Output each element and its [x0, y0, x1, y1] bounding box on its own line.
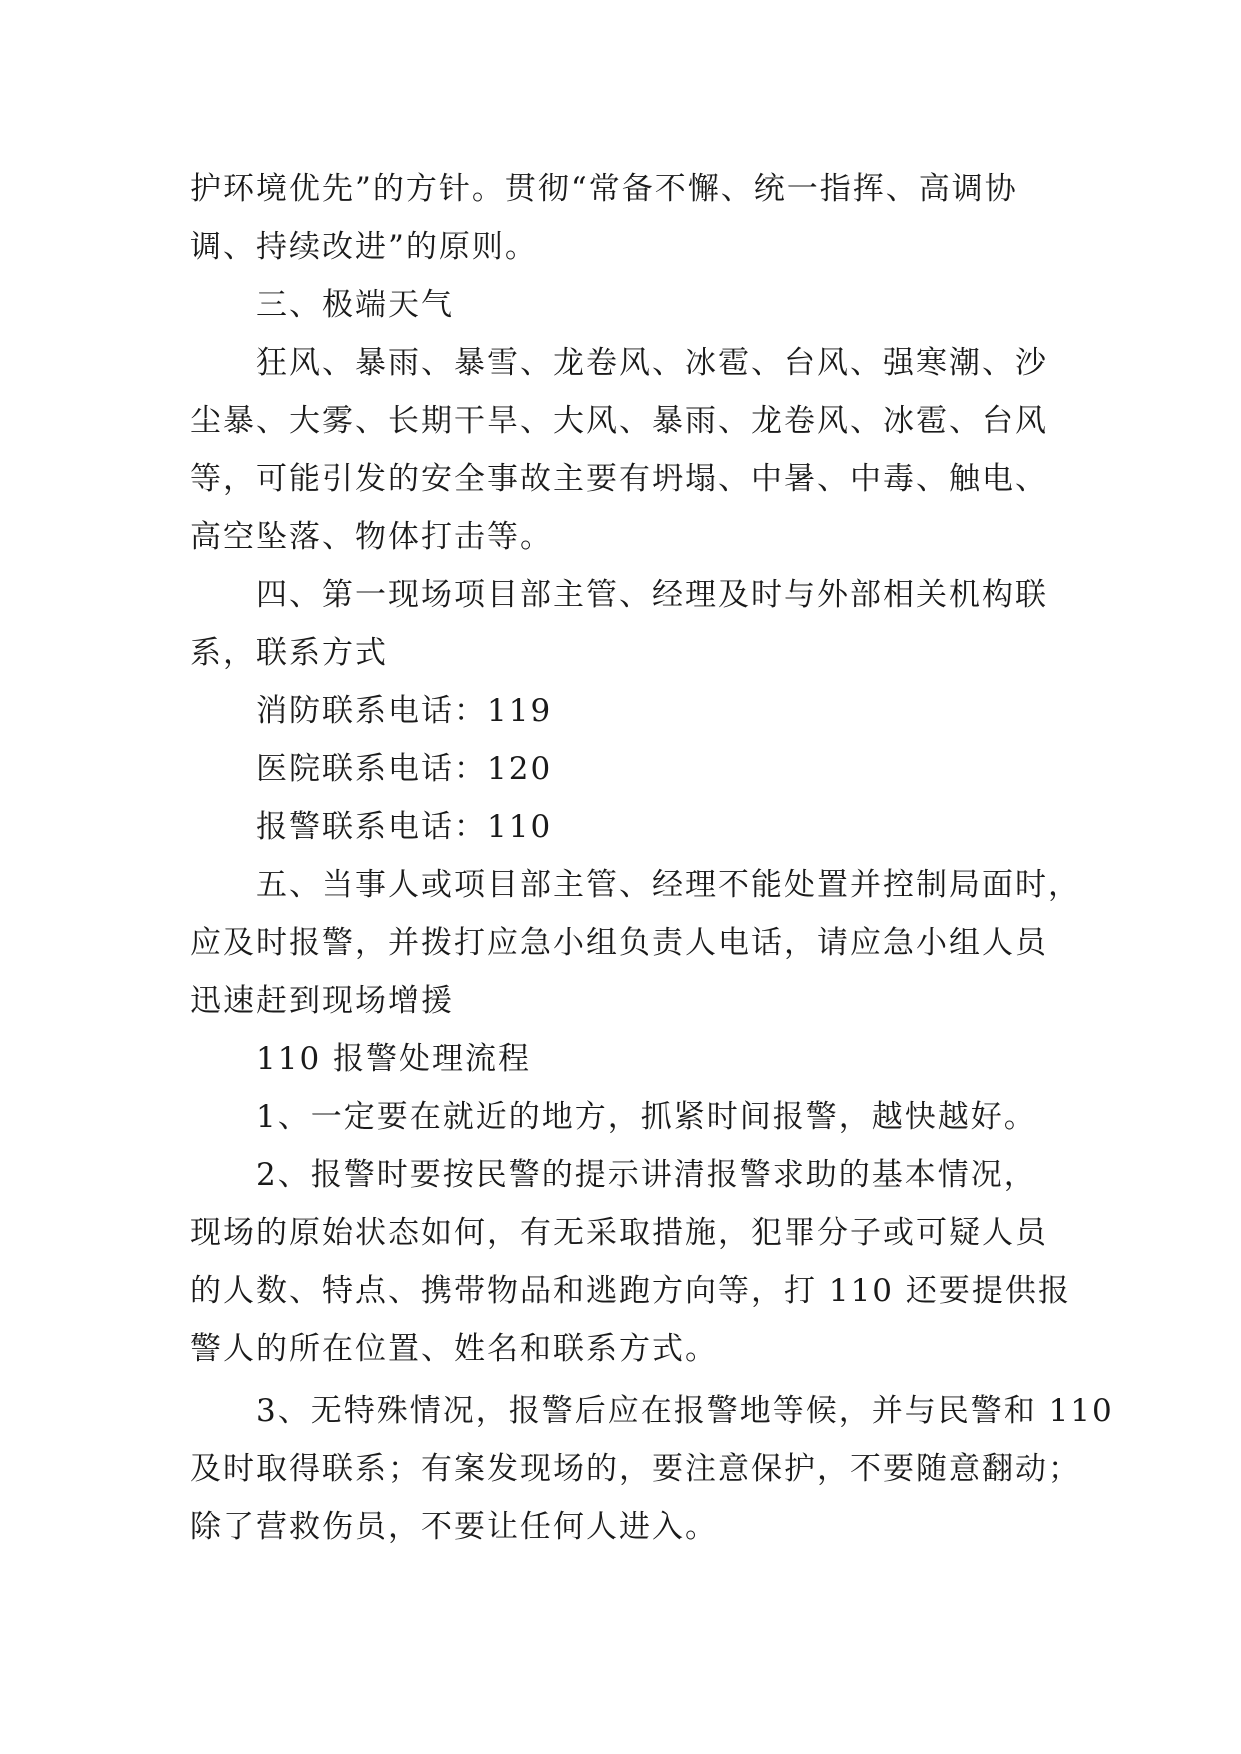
list-item: 3、无特殊情况，报警后应在报警地等候，并与民警和 110	[256, 1393, 1114, 1429]
text-line: 迅速赶到现场增援	[190, 983, 454, 1019]
text-line: 应及时报警，并拨打应急小组负责人电话，请应急小组人员	[190, 925, 1048, 961]
list-item: 2、报警时要按民警的提示讲清报警求助的基本情况，	[256, 1157, 1037, 1193]
document-page	[190, 160, 1114, 1556]
text-line: 调、持续改进”的原则。	[190, 229, 538, 265]
text-line: 等，可能引发的安全事故主要有坍塌、中暑、中毒、触电、	[190, 461, 1048, 497]
list-item: 1、一定要在就近的地方，抓紧时间报警，越快越好。	[256, 1099, 1037, 1135]
text-line: 狂风、暴雨、暴雪、龙卷风、冰雹、台风、强寒潮、沙	[256, 345, 1048, 381]
section-heading: 五、当事人或项目部主管、经理不能处置并控制局面时，	[256, 867, 1081, 903]
contact-fire: 消防联系电话：119	[256, 693, 553, 729]
subsection-heading: 110 报警处理流程	[256, 1041, 532, 1077]
text-line: 高空坠落、物体打击等。	[190, 519, 553, 555]
text-line: 警人的所在位置、姓名和联系方式。	[190, 1331, 718, 1367]
section-heading: 三、极端天气	[256, 287, 454, 323]
text-line: 尘暴、大雾、长期干旱、大风、暴雨、龙卷风、冰雹、台风	[190, 403, 1048, 439]
text-line: 护环境优先”的方针。贯彻“常备不懈、统一指挥、高调协	[190, 171, 1018, 207]
contact-police: 报警联系电话：110	[256, 809, 553, 845]
text-line: 系，联系方式	[190, 635, 388, 671]
section-heading: 四、第一现场项目部主管、经理及时与外部相关机构联	[256, 577, 1048, 613]
text-line: 及时取得联系；有案发现场的，要注意保护，不要随意翻动；	[190, 1451, 1081, 1487]
text-line: 现场的原始状态如何，有无采取措施，犯罪分子或可疑人员	[190, 1215, 1048, 1251]
contact-hospital: 医院联系电话：120	[256, 751, 553, 787]
text-line: 除了营救伤员，不要让任何人进入。	[190, 1509, 718, 1545]
text-line: 的人数、特点、携带物品和逃跑方向等，打 110 还要提供报	[190, 1273, 1071, 1309]
